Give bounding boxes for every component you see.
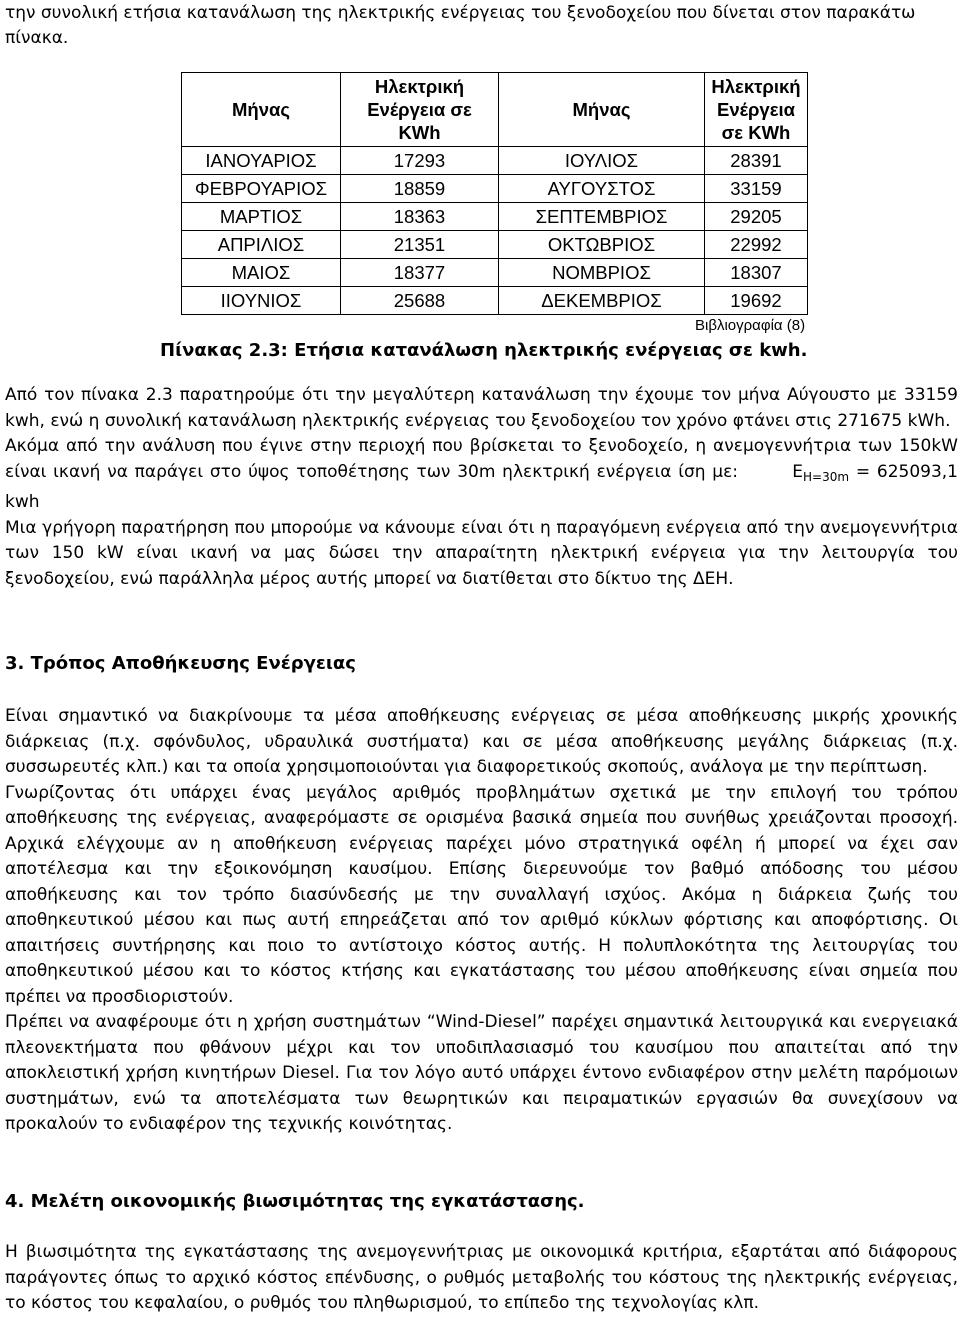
paragraph-observation: Μια γρήγορη παρατήρηση που μπορούμε να κάνουμε είναι ότι η παραγόμενη ενέργεια από την ανεμογεννήτρια των 150 kW είναι ικανή να μας δώσει την απαραίτητη ηλεκτρική ενέργεια για την λειτουργία του ξενοδοχείου, ενώ παράλληλα μέρος αυτής μπορεί να διατίθεται στο δίκτυο της ΔΕΗ. — [5, 517, 958, 589]
intro-paragraph: την συνολική ετήσια κατανάλωση της ηλεκτρικής ενέργειας του ξενοδοχείου που δίνεται στον παρακάτω πίνακα. — [5, 3, 916, 48]
cell-month: ΦΕΒΡΟΥΑΡΙΟΣ — [182, 175, 341, 203]
cell-month: ΙΑΝΟΥΑΡΙΟΣ — [182, 147, 341, 175]
cell-energy: 22992 — [705, 231, 808, 259]
table-row — [182, 175, 808, 203]
header-month-2: Μήνας — [499, 73, 705, 147]
cell-energy: 18377 — [341, 259, 499, 287]
section-3-body — [5, 704, 958, 1138]
table-row — [182, 203, 808, 231]
header-month-1: Μήνας — [182, 73, 341, 147]
section-3-paragraph-1: Είναι σημαντικό να διακρίνουμε τα μέσα αποθήκευσης ενέργειας σε μέσα αποθήκευσης μικρής χρονικής διάρκειας (π.χ. σφόνδυλος, υδραυλικά συστήματα) και σε μέσα αποθήκευσης μεγάλης διάρκειας (π.χ. συσσωρευτές κλπ.) και τα οποία χρησιμοποιούνται για διαφορετικούς σκοπούς, ανάλογα με την περίπτωση. — [5, 706, 958, 777]
section-4-body — [5, 1240, 958, 1317]
cell-energy: 33159 — [705, 175, 808, 203]
cell-month: ΑΥΓΟΥΣΤΟΣ — [499, 175, 705, 203]
cell-month: ΑΠΡΙΛΙΟΣ — [182, 231, 341, 259]
cell-month: ΜΑΙΟΣ — [182, 259, 341, 287]
energy-symbol: $E_{H=30m}$ — [792, 461, 850, 484]
document-page — [5, 0, 958, 1313]
energy-consumption-table — [181, 72, 808, 315]
cell-month: ΝΟΜΒΡΙΟΣ — [499, 259, 705, 287]
cell-month: ΜΑΡΤΙΟΣ — [182, 203, 341, 231]
cell-energy: 18859 — [341, 175, 499, 203]
cell-month: ΙΟΥΛΙΟΣ — [499, 147, 705, 175]
header-energy-1: Ηλεκτρική Ενέργεια σε KWh — [341, 73, 499, 147]
cell-energy: 19692 — [705, 287, 808, 315]
cell-month: ΟΚΤΩΒΡΙΟΣ — [499, 231, 705, 259]
paragraph-turbine-output: Ακόμα από την ανάλυση που έγινε στην περιοχή που βρίσκεται το ξενοδοχείο, η ανεμογεννήτρια των 150kW είναι ικανή να παράγει στο ύψος τοποθέτησης των 30m ηλεκτρική ενέργεια ίση με: $E_{H=30m} = 625093,1$ kwh — [5, 436, 958, 512]
cell-month: ΣΕΠΤΕΜΒΡΙΟΣ — [499, 203, 705, 231]
cell-energy: 29205 — [705, 203, 808, 231]
cell-energy: 28391 — [705, 147, 808, 175]
section-4-heading: 4. Μελέτη οικονομικής βιωσιμότητας της εγκατάστασης. — [5, 1191, 585, 1212]
section-3-heading: 3. Τρόπος Αποθήκευσης Ενέργειας — [5, 653, 356, 674]
table-row — [182, 287, 808, 315]
table-caption: Πίνακας 2.3: Ετήσια κατανάλωση ηλεκτρικής ενέργειας σε kwh. — [160, 340, 808, 361]
paragraph-peak-consumption: Από τον πίνακα 2.3 παρατηρούμε ότι την μεγαλύτερη κατανάλωση την έχουμε τον μήνα Αύγουστο με 33159 kwh, ενώ η συνολική κατανάλωση ηλεκτρικής ενέργειας του ξενοδοχείου τον χρόνο φτάνει στις 271675 kWh. — [5, 385, 958, 431]
table-source: Βιβλιογραφία (8) — [695, 317, 806, 334]
cell-energy: 25688 — [341, 287, 499, 315]
table-row — [182, 147, 808, 175]
cell-month: ΙΙΟΥΝΙΟΣ — [182, 287, 341, 315]
table-row — [182, 231, 808, 259]
section-3-paragraph-3: Πρέπει να αναφέρουμε ότι η χρήση συστημάτων “Wind-Diesel” παρέχει σημαντικά λειτουργικά και ενεργειακά πλεονεκτήματα που φθάνουν μέχρι και τον υποδιπλασιασμό του καυσίμου που απαιτείται από την αποκλειστική χρήση κινητήρων Diesel. Για τον λόγο αυτό υπάρχει έντονο ενδιαφέρον στην μελέτη παρόμοιων συστημάτων, ενώ τα αποτελέσματα των θεωρητικών και πειραματικών εργασιών θα συνεχίσουν να προκαλούν το ενδιαφέρον της τεχνικής κοινότητας. — [5, 1012, 958, 1134]
table-header-row — [182, 73, 808, 147]
header-energy-2: Ηλεκτρική Ενέργεια σε KWh — [705, 73, 808, 147]
cell-energy: 17293 — [341, 147, 499, 175]
cell-energy: 18363 — [341, 203, 499, 231]
analysis-block — [5, 383, 958, 592]
cell-energy: 21351 — [341, 231, 499, 259]
energy-value: 625093,1 kwh — [5, 461, 958, 512]
cell-energy: 18307 — [705, 259, 808, 287]
cell-month: ΔΕΚΕΜΒΡΙΟΣ — [499, 287, 705, 315]
section-3-paragraph-2: Γνωρίζοντας ότι υπάρχει ένας μεγάλος αριθμός προβλημάτων σχετικά με την επιλογή του τρόπου αποθήκευσης της ενέργειας, αναφερόμαστε σε ορισμένα βασικά σημεία που συνήθως χρειάζονται προσοχή. Αρχικά ελέγχουμε αν η αποθήκευση ενέργειας παρέχει μόνο στρατηγικά οφέλη ή μπορεί να έχει σαν αποτέλεσμα και την εξοικονόμηση καυσίμου. Επίσης διερευνούμε τον βαθμό απόδοσης του μέσου αποθήκευσης και τον τρόπο διασύνδεσής με την συναλλαγή ισχύος. Ακόμα η διάρκεια ζωής του αποθηκευτικού μέσου και πως αυτή επηρεάζεται από τον αριθμό κύκλων φόρτισης και αποφόρτισης. Οι απαιτήσεις συντήρησης και ποιο το αντίστοιχο κόστος αυτής. Η πολυπλοκότητα της λειτουργίας του αποθηκευτικού μέσου και το κόστος κτήσης και εγκατάστασης του μέσου αποθήκευσης είναι σημεία που πρέπει να προσδιοριστούν. — [5, 782, 958, 1007]
table-row — [182, 259, 808, 287]
section-4-paragraph-1: Η βιωσιμότητα της εγκατάστασης της ανεμογεννήτριας με οικονομικά κριτήρια, εξαρτάται από διάφορους παράγοντες όπως το αρχικό κόστος επένδυσης, ο ρυθμός μεταβολής του κόστους της ηλεκτρικής ενέργειας, το κόστος του κεφαλαίου, ο ρυθμός του πληθωρισμού, το επίπεδο της τεχνολογίας κλπ. — [5, 1242, 958, 1313]
